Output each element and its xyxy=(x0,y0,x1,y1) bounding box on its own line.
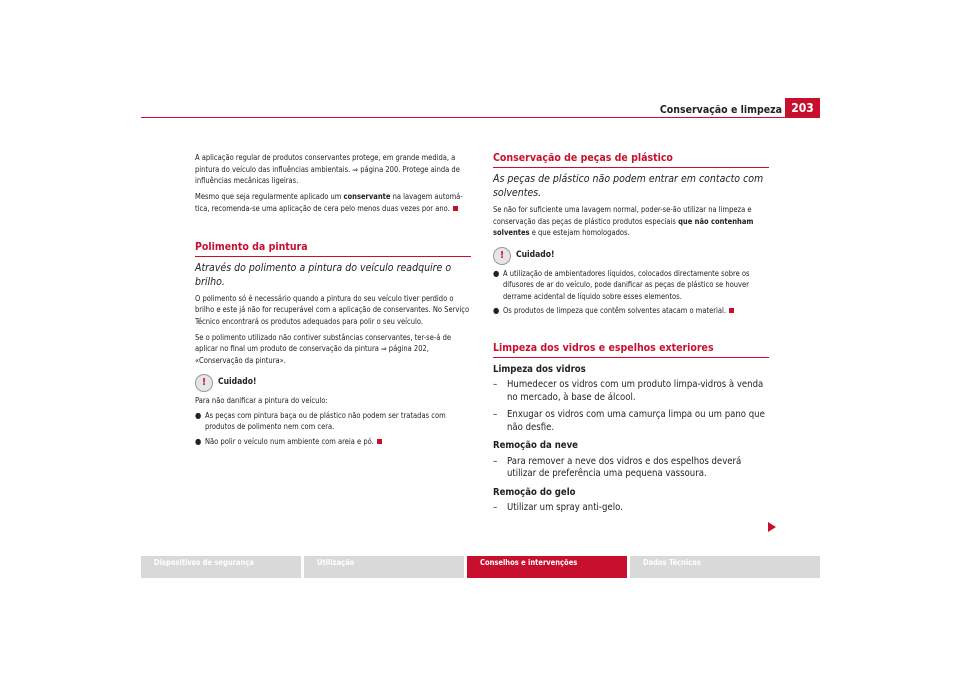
section-title-polishing: Polimento da pintura xyxy=(195,240,308,253)
section-end-mark xyxy=(453,206,458,211)
caution-title: Cuidado! xyxy=(516,249,555,260)
caution-icon: ! xyxy=(195,374,213,392)
bullet-icon: ● xyxy=(195,410,202,420)
list-item xyxy=(195,410,471,433)
step-text: Utilizar um spray anti-gelo. xyxy=(507,502,623,513)
page-number: 203 xyxy=(785,98,820,118)
footer-tab-safety[interactable]: Dispositivos de segurança xyxy=(141,556,301,578)
running-header-title: Conservação e limpeza xyxy=(659,104,782,116)
bullet-icon: ● xyxy=(493,268,500,278)
intro-bold-term: conservante xyxy=(343,192,391,201)
intro-text-a: Mesmo que seja regularmente aplicado um xyxy=(195,192,344,201)
caution-heading xyxy=(493,247,769,265)
left-column xyxy=(195,152,471,450)
caution-title: Cuidado! xyxy=(218,377,257,388)
bullet-text: Os produtos de limpeza que contêm solventes atacam o material. xyxy=(503,306,727,315)
bullet-icon: ● xyxy=(195,436,202,446)
list-item xyxy=(493,502,769,515)
right-column xyxy=(493,152,769,520)
bullet-text: As peças com pintura baça ou de plástico não podem ser tratadas com produtos de polimento nem com cera. xyxy=(205,410,446,431)
plastic-bold-term: que não contenham solventes xyxy=(493,216,754,237)
step-text: Para remover a neve dos vidros e dos espelhos deverá utilizar de preferência uma pequena vassoura. xyxy=(507,455,742,479)
footer-tab-advice[interactable]: Conselhos e intervenções xyxy=(467,556,627,578)
section-rule xyxy=(493,357,769,358)
list-item xyxy=(493,379,769,404)
section-rule xyxy=(493,167,769,168)
caution-intro: Para não danificar a pintura do veículo: xyxy=(195,396,328,405)
footer-tab-operation[interactable]: Utilização xyxy=(304,556,464,578)
section-rule xyxy=(195,256,471,257)
bullet-text: A utilização de ambientadores líquidos, colocados directamente sobre os difusores de ar do veículo, pode danificar as peças de plástico se houver derrame acidental de líquido sobre esses elementos. xyxy=(503,268,750,301)
caution-heading xyxy=(195,374,471,392)
header-rule xyxy=(141,117,820,118)
subheading-ice: Remoção do gelo xyxy=(493,486,576,498)
subheading-snow: Remoção da neve xyxy=(493,440,578,451)
section-end-mark xyxy=(377,439,382,444)
caution-icon: ! xyxy=(493,247,511,265)
intro-paragraph-2 xyxy=(195,191,471,214)
intro-paragraph-1: A aplicação regular de produtos conservantes protege, em grande medida, a pintura do veículo das influências ambientais. ⇒ página 200. Protege ainda de influências mecânicas ligeiras. xyxy=(195,153,460,185)
section-title-plastic: Conservação de peças de plástico xyxy=(493,152,673,164)
list-item xyxy=(493,268,769,303)
list-item xyxy=(493,305,769,317)
step-text: Enxugar os vidros com uma camurça limpa ou um pano que não desfie. xyxy=(507,409,765,433)
plastic-text-b: e que estejam homologados. xyxy=(529,228,630,237)
dash-marker: – xyxy=(493,409,498,420)
step-text: Humedecer os vidros com um produto limpa-vidros à venda no mercado, à base de álcool. xyxy=(507,379,764,403)
list-item xyxy=(493,456,769,481)
polish-paragraph-2: Se o polimento utilizado não contiver substâncias conservantes, ter-se-á de aplicar no final um produto de conservação da pintura ⇒ página 202, «Conservação da pintura». xyxy=(195,332,452,365)
plastic-paragraph xyxy=(493,204,769,239)
bullet-icon: ● xyxy=(493,306,500,315)
section-subtitle-plastic: As peças de plástico não podem entrar em contacto com solventes. xyxy=(493,173,764,199)
section-end-mark xyxy=(729,308,734,313)
intro-text-b: na lavagem automá-tica, recomenda-se uma aplicação de cera pelo menos duas vezes por ano. xyxy=(195,192,463,213)
section-subtitle-polishing: Através do polimento a pintura do veículo readquire o brilho. xyxy=(195,261,452,288)
dash-marker: – xyxy=(493,379,498,390)
subheading-glass-cleaning: Limpeza dos vidros xyxy=(493,363,586,375)
plastic-text-a: Se não for suficiente uma lavagem normal, poder-se-ão utilizar na limpeza e conservação das peças de plástico produtos especiais xyxy=(493,205,752,226)
polish-paragraph-1: O polimento só é necessário quando a pintura do seu veículo tiver perdido o brilho e este já não for recuperável com a aplicação de conservantes. No Serviço Técnico encontrará os produtos adequados para polir o seu veículo. xyxy=(195,293,470,326)
footer-tab-technical-data[interactable]: Dados Técnicos xyxy=(630,556,820,578)
section-title-glass: Limpeza dos vidros e espelhos exteriores xyxy=(493,341,714,354)
list-item xyxy=(493,409,769,434)
continue-arrow-icon xyxy=(768,522,776,532)
list-item xyxy=(195,436,471,448)
dash-marker: – xyxy=(493,455,498,467)
dash-marker: – xyxy=(493,502,498,513)
bullet-text: Não polir o veículo num ambiente com areia e pó. xyxy=(205,436,374,446)
